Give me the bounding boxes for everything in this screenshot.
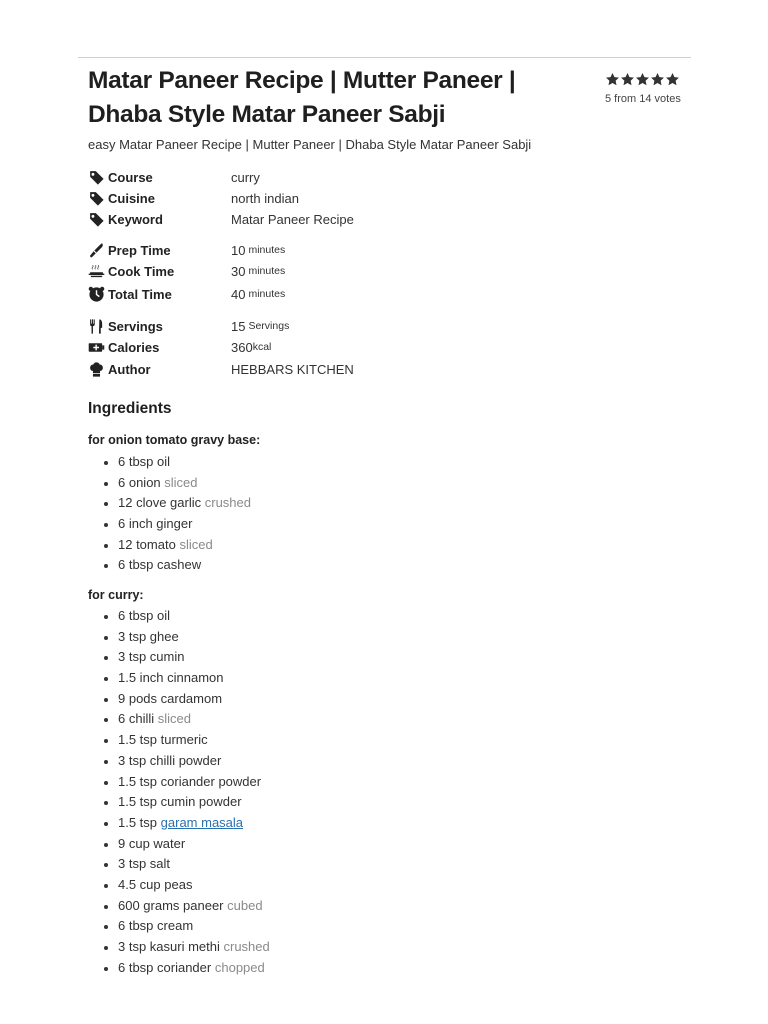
meta-course xyxy=(88,167,260,187)
meta-cuisine xyxy=(88,188,299,208)
ingredient-link[interactable]: garam masala xyxy=(160,814,244,830)
ingredient-group-title: for curry: xyxy=(88,588,144,602)
top-divider xyxy=(78,57,691,58)
tag-icon xyxy=(88,190,105,207)
ingredient-item xyxy=(88,751,270,772)
ingredient-item xyxy=(88,730,270,751)
meta-value: north indian xyxy=(231,190,299,206)
meta-keyword xyxy=(88,209,354,229)
ingredient-item xyxy=(88,452,251,473)
ingredient-item xyxy=(88,958,270,979)
meta-value: HEBBARS KITCHEN xyxy=(231,361,354,377)
star-icon[interactable] xyxy=(620,72,635,87)
ingredient-text: 6 tbsp cashew xyxy=(118,557,202,573)
ingredient-list-curry xyxy=(88,606,270,978)
meta-value: curry xyxy=(231,169,260,185)
ingredient-item xyxy=(88,875,270,896)
ingredient-item xyxy=(88,514,251,535)
ingredient-text: 3 tsp salt xyxy=(118,856,171,872)
pot-icon xyxy=(88,263,105,280)
ingredient-text: 600 grams paneer xyxy=(118,897,224,913)
ingredient-list-gravy xyxy=(88,452,251,576)
ingredient-item xyxy=(88,606,270,627)
ingredient-text: 6 tbsp oil xyxy=(118,608,171,623)
meta-label: Calories xyxy=(108,339,160,355)
ingredient-item xyxy=(88,854,270,875)
meta-cook-time xyxy=(88,261,285,281)
ingredient-text: 6 tbsp coriander xyxy=(118,959,212,975)
star-icon[interactable] xyxy=(650,72,665,87)
ingredient-item xyxy=(88,555,251,576)
ingredient-text: 12 tomato xyxy=(118,536,176,552)
meta-unit: minutes xyxy=(248,288,286,300)
ingredient-item xyxy=(88,709,270,730)
ingredient-text: 1.5 tsp xyxy=(118,814,158,830)
ingredient-item xyxy=(88,834,270,855)
clock-icon xyxy=(88,286,105,303)
ingredient-text: 3 tsp cumin xyxy=(118,649,185,665)
ingredient-item xyxy=(88,937,270,958)
meta-label: Cuisine xyxy=(108,190,155,206)
meta-total-time xyxy=(88,284,285,304)
ingredient-text: 1.5 inch cinnamon xyxy=(118,670,224,686)
ingredient-text: 1.5 tsp cumin powder xyxy=(118,794,242,810)
ingredient-item xyxy=(88,647,270,668)
meta-label: Prep Time xyxy=(108,242,171,258)
meta-prep-time xyxy=(88,240,285,260)
meta-label: Cook Time xyxy=(108,263,175,279)
ingredient-note: crushed xyxy=(223,939,270,954)
ingredient-text: 1.5 tsp coriander powder xyxy=(118,773,262,789)
meta-value: 40 xyxy=(231,286,246,302)
ingredient-text: 3 tsp kasuri methi xyxy=(118,939,220,954)
ingredient-item xyxy=(88,689,270,710)
ingredient-note: crushed xyxy=(204,495,251,511)
ingredient-item xyxy=(88,535,251,556)
meta-unit: minutes xyxy=(248,244,286,256)
ingredient-text: 9 cup water xyxy=(118,835,186,851)
ingredient-item xyxy=(88,473,251,494)
ingredient-item xyxy=(88,813,270,834)
ingredient-item xyxy=(88,896,270,917)
recipe-title: Matar Paneer Recipe | Mutter Paneer | Dhaba Style Matar Paneer Sabji xyxy=(88,67,516,128)
ingredient-text: 1.5 tsp turmeric xyxy=(118,732,208,748)
ingredient-item xyxy=(88,627,270,648)
ingredient-note: cubed xyxy=(227,897,263,913)
meta-calories xyxy=(88,337,271,357)
meta-unit: Servings xyxy=(248,320,290,332)
battery-icon xyxy=(88,339,105,356)
tag-icon xyxy=(88,211,105,228)
ingredient-text: 6 inch ginger xyxy=(118,516,193,532)
meta-label: Author xyxy=(108,361,151,377)
ingredient-text: 3 tsp ghee xyxy=(118,628,179,644)
meta-unit: minutes xyxy=(248,265,286,277)
rating-stars[interactable] xyxy=(605,72,693,87)
ingredient-item xyxy=(88,916,270,937)
recipe-rating xyxy=(605,72,693,105)
star-icon[interactable] xyxy=(635,72,650,87)
ingredient-text: 3 tsp chilli powder xyxy=(118,752,222,768)
ingredient-note: sliced xyxy=(179,536,213,552)
meta-label: Course xyxy=(108,169,153,185)
knife-icon xyxy=(88,242,105,259)
ingredient-group-title: for onion tomato gravy base: xyxy=(88,433,261,447)
meta-servings xyxy=(88,316,289,336)
ingredient-text: 4.5 cup peas xyxy=(118,876,193,892)
meta-label: Servings xyxy=(108,318,163,334)
meta-author xyxy=(88,359,354,379)
chef-hat-icon xyxy=(88,361,105,378)
ingredient-item xyxy=(88,668,270,689)
ingredient-text: 6 tbsp oil xyxy=(118,454,171,469)
meta-value: 360 xyxy=(231,339,253,355)
fork-knife-icon xyxy=(88,318,105,335)
meta-label: Keyword xyxy=(108,211,163,227)
rating-votes: 5 from 14 votes xyxy=(605,93,681,105)
ingredients-heading: Ingredients xyxy=(88,400,172,417)
meta-value: 10 xyxy=(231,242,246,258)
ingredient-item xyxy=(88,792,270,813)
tag-icon xyxy=(88,169,105,186)
ingredient-text: 6 chilli xyxy=(118,711,155,727)
ingredient-note: sliced xyxy=(157,711,191,727)
ingredient-item xyxy=(88,772,270,793)
meta-label: Total Time xyxy=(108,286,172,302)
ingredient-text: 6 onion xyxy=(118,474,161,490)
ingredient-item xyxy=(88,493,251,514)
star-icon[interactable] xyxy=(665,72,680,87)
ingredient-text: 12 clove garlic xyxy=(118,495,202,511)
ingredient-text: 6 tbsp cream xyxy=(118,918,194,934)
recipe-summary: easy Matar Paneer Recipe | Mutter Paneer | Dhaba Style Matar Paneer Sabji xyxy=(88,137,532,152)
meta-value: 15 xyxy=(231,318,246,334)
meta-value: Matar Paneer Recipe xyxy=(231,211,354,227)
ingredient-text: 9 pods cardamom xyxy=(118,690,223,706)
star-icon[interactable] xyxy=(605,72,620,87)
meta-unit: kcal xyxy=(252,341,272,353)
ingredient-note: sliced xyxy=(164,474,198,490)
meta-value: 30 xyxy=(231,263,246,279)
ingredient-note: chopped xyxy=(214,959,265,975)
